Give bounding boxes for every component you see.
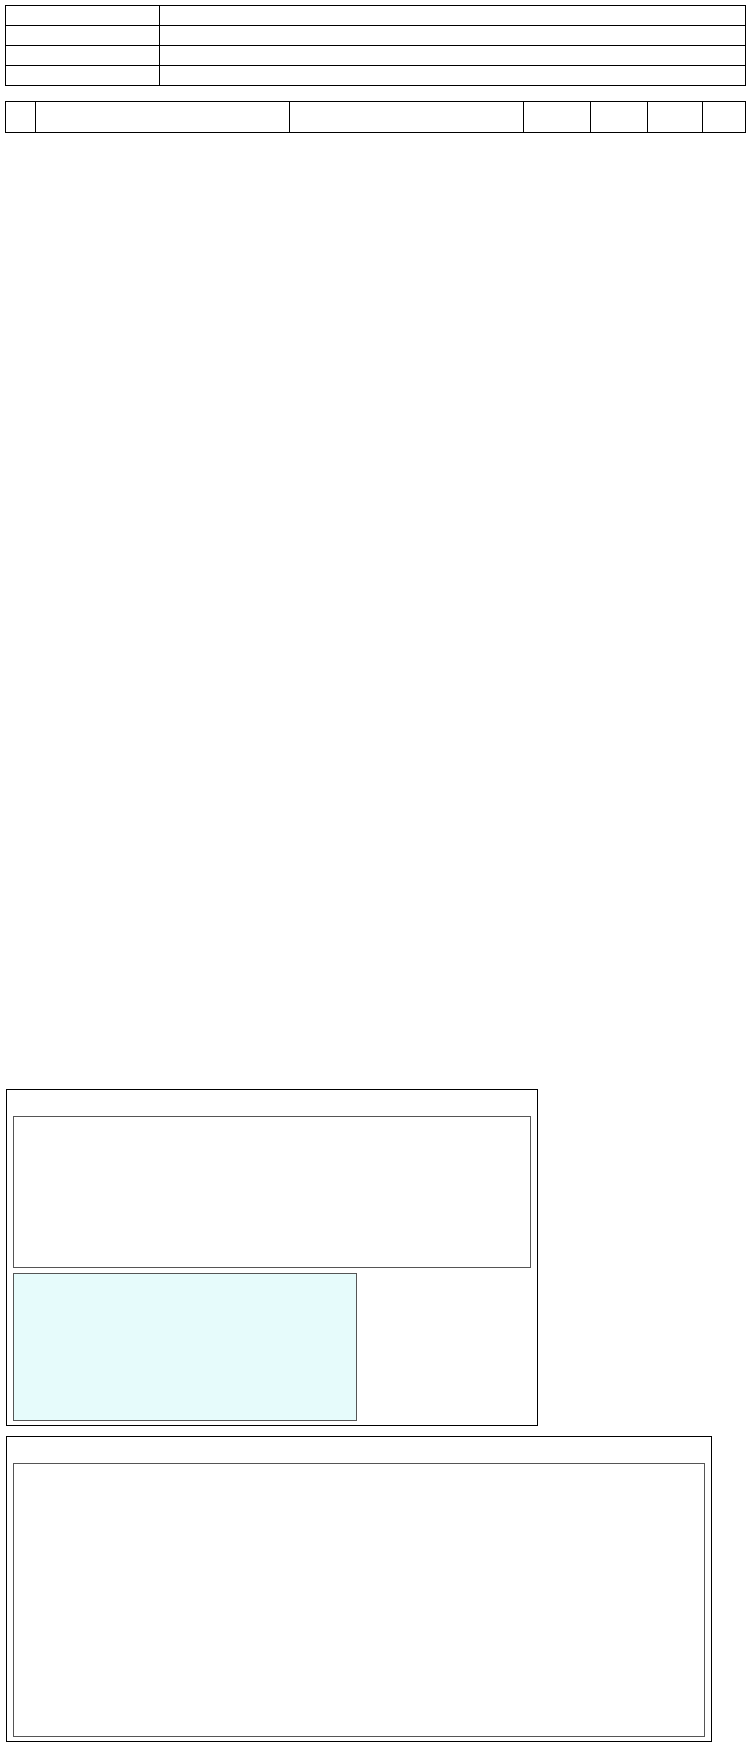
info-value <box>160 26 746 46</box>
participants-header <box>6 102 746 133</box>
info-row <box>6 6 746 26</box>
main-bracket-panel <box>13 1116 531 1268</box>
info-value <box>160 66 746 86</box>
info-row <box>6 66 746 86</box>
info-row <box>6 26 746 46</box>
col-participant <box>36 102 289 133</box>
consolation-bracket-panel <box>13 1273 357 1421</box>
col-city <box>289 102 524 133</box>
info-key <box>6 26 160 46</box>
final-1-bracket <box>6 1089 538 1426</box>
tournament-info-table <box>5 5 746 86</box>
info-value <box>160 6 746 26</box>
col-rating <box>591 102 648 133</box>
participants-table <box>5 101 746 133</box>
info-key <box>6 66 160 86</box>
final-2-bracket <box>6 1436 712 1742</box>
info-key <box>6 6 160 26</box>
final-2-panel <box>13 1463 705 1737</box>
col-place <box>703 102 746 133</box>
info-value <box>160 46 746 66</box>
info-row <box>6 46 746 66</box>
col-n <box>6 102 36 133</box>
col-delta <box>648 102 703 133</box>
info-key <box>6 46 160 66</box>
col-birth-year <box>524 102 591 133</box>
